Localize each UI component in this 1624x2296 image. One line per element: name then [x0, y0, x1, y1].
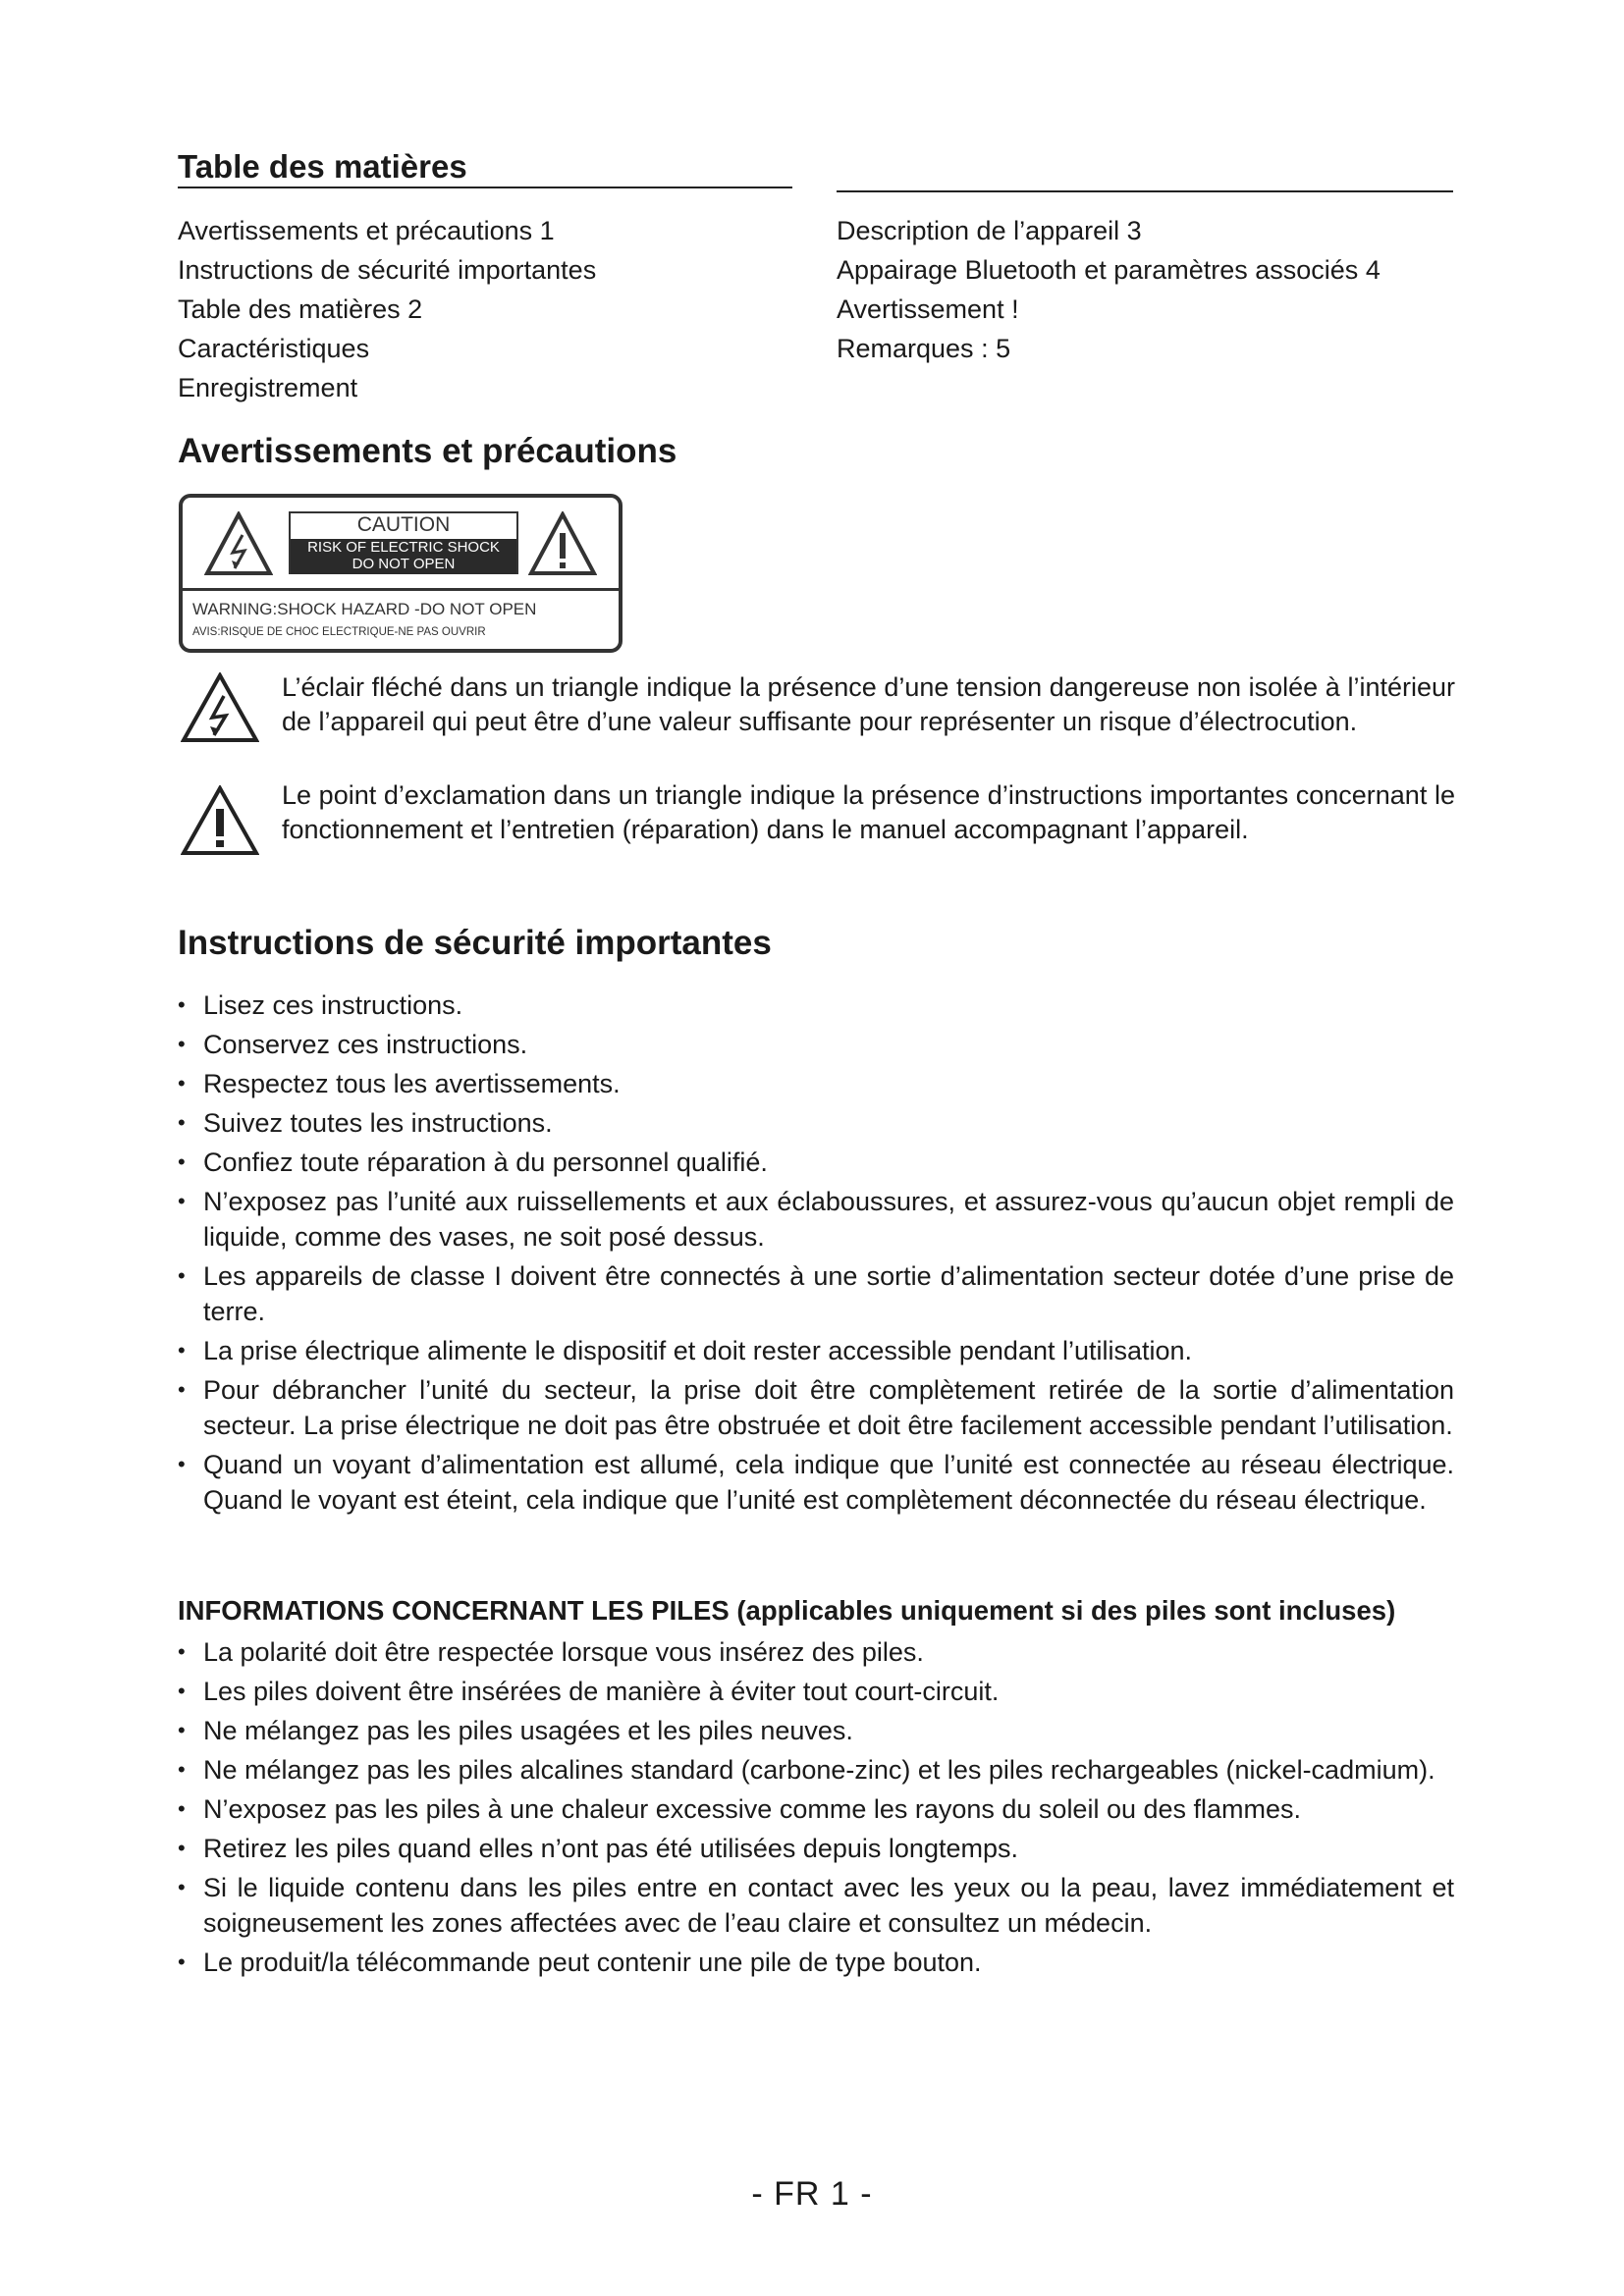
list-item: • Ne mélangez pas les piles alcalines standard (carbone-zinc) et les piles rechargeables (nickel-cadmium).	[178, 1752, 1454, 1788]
risk-line: DO NOT OPEN	[352, 556, 456, 572]
list-item: • Suivez toutes les instructions.	[178, 1105, 1454, 1141]
safety-heading: Instructions de sécurité importantes	[178, 924, 772, 962]
exclamation-warning-icon	[528, 511, 597, 576]
lightning-warning-icon	[204, 511, 273, 576]
list-item: • Quand un voyant d’alimentation est allumé, cela indique que l’unité est connectée au réseau électrique. Quand le voyant est éteint, cela indique que l’unité est complètement déconnectée du réseau électrique.	[178, 1447, 1454, 1518]
risk-line: RISK OF ELECTRIC SHOCK	[307, 539, 500, 556]
list-item: • Ne mélangez pas les piles usagées et les piles neuves.	[178, 1713, 1454, 1748]
list-item: • Le produit/la télécommande peut contenir une pile de type bouton.	[178, 1945, 1454, 1980]
page-number: - FR 1 -	[751, 2175, 873, 2213]
list-item: • Conservez ces instructions.	[178, 1027, 1454, 1062]
toc-entry: Caractéristiques	[178, 334, 370, 363]
list-item: • La prise électrique alimente le dispositif et doit rester accessible pendant l’utilisation.	[178, 1333, 1454, 1368]
toc-entry: Appairage Bluetooth et paramètres associés 4	[837, 255, 1380, 285]
avis-line: AVIS:RISQUE DE CHOC ELECTRIQUE-NE PAS OUVRIR	[192, 626, 486, 638]
caution-word: CAUTION	[356, 513, 451, 536]
toc-entry: Instructions de sécurité importantes	[178, 255, 597, 285]
caution-label-box	[289, 511, 518, 574]
toc-rule	[837, 190, 1453, 192]
exclamation-description: Le point d’exclamation dans un triangle indique la présence d’instructions importantes concernant le fonctionnement et l’entretien (réparation) dans le manuel accompagnant l’appareil.	[282, 780, 1455, 844]
list-item: • Si le liquide contenu dans les piles entre en contact avec les yeux ou la peau, lavez immédiatement et soigneusement les zones affectées avec de l’eau claire et consultez un médecin.	[178, 1870, 1454, 1941]
toc-entry: Avertissement !	[837, 294, 1019, 324]
batteries-list	[178, 1634, 1454, 1984]
toc-entry: Description de l’appareil 3	[837, 216, 1142, 245]
list-item: • N’exposez pas l’unité aux ruissellements et aux éclaboussures, et assurez-vous qu’aucun objet rempli de liquide, comme des vases, ne soit posé dessus.	[178, 1184, 1454, 1255]
warnings-heading: Avertissements et précautions	[178, 432, 677, 470]
toc-title: Table des matières	[178, 149, 792, 188]
list-item: • Lisez ces instructions.	[178, 988, 1454, 1023]
list-item: • N’exposez pas les piles à une chaleur excessive comme les rayons du soleil ou des flammes.	[178, 1791, 1454, 1827]
exclamation-triangle-icon	[181, 785, 259, 856]
toc-right-column	[837, 211, 1465, 368]
risk-banner	[291, 539, 516, 574]
list-item: • Respectez tous les avertissements.	[178, 1066, 1454, 1101]
caution-divider	[183, 588, 619, 591]
warning-line: WARNING:SHOCK HAZARD -DO NOT OPEN	[192, 600, 537, 618]
list-item: • Les piles doivent être insérées de manière à éviter tout court-circuit.	[178, 1674, 1454, 1709]
toc-entry: Avertissements et précautions 1	[178, 216, 555, 245]
lightning-triangle-icon	[181, 672, 259, 743]
toc-entry: Enregistrement	[178, 373, 358, 402]
safety-list	[178, 988, 1454, 1522]
list-item: • Les appareils de classe I doivent être connectés à une sortie d’alimentation secteur dotée d’une prise de terre.	[178, 1258, 1454, 1329]
list-item: • Pour débrancher l’unité du secteur, la prise doit être complètement retirée de la sortie d’alimentation secteur. La prise électrique ne doit pas être obstruée et doit être facilement accessible pendant l’utilisation.	[178, 1372, 1454, 1443]
list-item: • Retirez les piles quand elles n’ont pas été utilisées depuis longtemps.	[178, 1831, 1454, 1866]
toc-entry: Table des matières 2	[178, 294, 423, 324]
list-item: • La polarité doit être respectée lorsque vous insérez des piles.	[178, 1634, 1454, 1670]
batteries-heading: INFORMATIONS CONCERNANT LES PILES (applicables uniquement si des piles sont incluses)	[178, 1595, 1396, 1626]
toc-entry: Remarques : 5	[837, 334, 1011, 363]
list-item: • Confiez toute réparation à du personnel qualifié.	[178, 1145, 1454, 1180]
caution-label-top	[183, 498, 619, 588]
caution-label	[179, 494, 623, 653]
lightning-description: L’éclair fléché dans un triangle indique la présence d’une tension dangereuse non isolée à l’intérieur de l’appareil qui peut être d’une valeur suffisante pour représenter un risque d’électrocution.	[282, 672, 1455, 736]
toc-left-column	[178, 211, 806, 407]
